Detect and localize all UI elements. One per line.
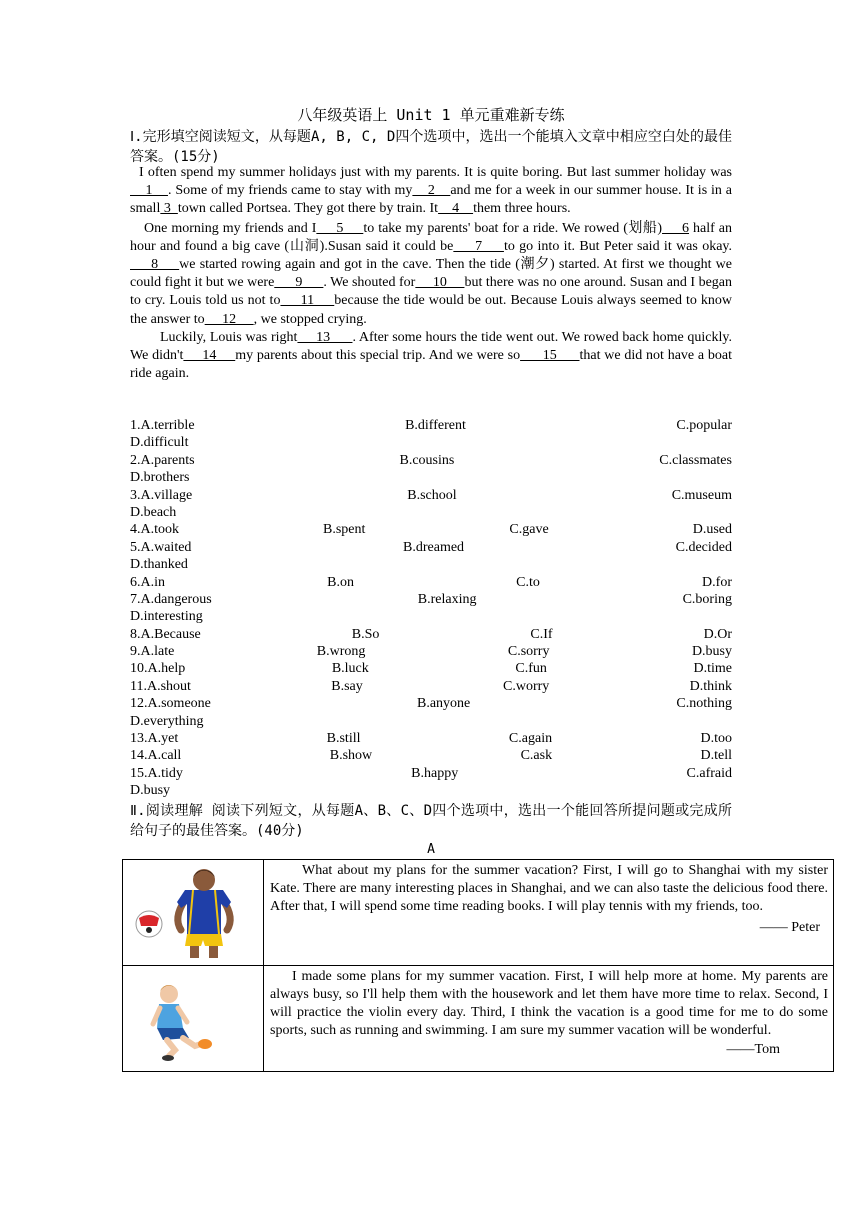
option-d-line [130,434,732,451]
option-b: B.show [329,748,373,764]
option-c: C.gave [509,522,549,538]
text: but there was no one around. Susan and I began to cry. Louis told us not to [130,275,733,309]
blank-11: 11 [280,293,335,309]
photo-cell [123,860,264,966]
option-a: 10.A.help [130,661,186,677]
option-row [130,539,732,556]
option-b: B.cousins [399,452,455,468]
option-b: B.dreamed [403,539,465,555]
text: to take my parents' boat for a ride. We rowed (划船) [363,220,663,236]
option-d: D.difficult [130,435,189,451]
option-row [130,678,732,695]
boy-with-football-photo [123,860,263,960]
option-d: D.thanked [130,557,188,573]
text: town called Portsea. They got there by train. It [177,201,439,217]
option-row [130,417,732,434]
text: because the tide would be out. Because Louis always seemed to know the answer to [130,293,733,327]
option-c: C.nothing [676,696,732,712]
blank-12: 12 [204,311,254,327]
option-c: C.worry [503,678,550,694]
blank-6: 6 [662,220,690,236]
option-row [130,643,732,660]
option-a: 3.A.village [130,487,193,503]
option-b: B.still [326,731,361,747]
option-row [130,452,732,469]
option-row [130,730,732,747]
passage-paragraph-1 [130,164,732,219]
option-d: D.think [689,678,732,694]
option-a: 7.A.dangerous [130,591,212,607]
blank-9: 9 [274,275,324,291]
option-d-line [130,469,732,486]
option-c: C.fun [515,661,547,677]
option-b: B.say [331,678,363,694]
blank-1: 1 [130,183,168,199]
option-d-line [130,782,732,799]
option-d: D.used [692,522,732,538]
text: we started rowing again and got in the cave. Then the tide (潮夕) started. At first we thought we could fight it but we were [130,257,732,291]
option-b: B.relaxing [417,591,477,607]
option-d: D.tell [700,748,732,764]
option-a: 8.A.Because [130,626,201,642]
option-row [130,660,732,677]
option-d-line [130,504,732,521]
option-a: 4.A.took [130,522,179,538]
table-row [123,860,834,966]
option-b: B.luck [331,661,369,677]
text: half an hour and found a big cave (山洞).Susan said it could be [130,220,732,254]
option-a: 14.A.call [130,748,182,764]
option-row [130,591,732,608]
option-d: D.for [702,574,732,590]
text: them three hours. [473,201,571,217]
text: and me for a week in our summer house. It is in a small [130,183,732,217]
blank-3: 3 [160,201,178,217]
option-a: 6.A.in [130,574,165,590]
option-b: B.wrong [316,644,366,660]
text: that we did not have a boat ride again. [130,348,733,382]
option-a: 9.A.late [130,644,175,660]
option-row [130,574,732,591]
blank-14: 14 [183,348,236,364]
blank-10: 10 [415,275,465,291]
text: Luckily, Louis was right [160,329,298,345]
option-d: D.too [700,731,732,747]
option-row [130,765,732,782]
option-a: 11.A.shout [130,678,191,694]
reading-table [122,859,834,1072]
option-c: C.afraid [686,765,732,781]
option-d: D.busy [691,644,732,660]
option-b: B.anyone [417,696,471,712]
option-row [130,487,732,504]
blank-15: 15 [520,348,580,364]
photo-cell [123,966,264,1072]
answer-options [130,417,732,800]
option-d: D.beach [130,504,177,520]
option-a: 2.A.parents [130,452,195,468]
blank-8: 8 [130,257,180,273]
text: my parents about this special trip. And we were so [235,348,521,364]
section1-heading: Ⅰ.完形填空阅读短文，从每题A, B, C, D四个选项中，选出一个能填入文章中相应空白处的最佳答案。(15分) [130,129,732,165]
option-d-line [130,713,732,730]
option-row [130,695,732,712]
peter-signature: —— Peter [759,920,820,935]
tom-signature: ——Tom [726,1042,780,1057]
tom-paragraph: I made some plans for my summer vacation. First, I will help more at home. My parents are always busy, so I'll help them with the housework and let them have more time to relax. Second, I will practice the violin every day. Third, I think the vacation is a good time for me to do some sports, such as running and swimming. I am sure my summer vacation will be wonderful. [270,969,828,1038]
boy-sitting-photo [123,966,263,1066]
option-d: D.interesting [130,609,203,625]
tom-text-cell [264,966,834,1072]
option-b: B.on [327,574,354,590]
option-a: 12.A.someone [130,696,211,712]
option-c: C.decided [675,539,732,555]
text: I often spend my summer holidays just with my parents. It is quite boring. But last summer holiday was [139,165,732,180]
option-row [130,747,732,764]
document-title: 八年级英语上 Unit 1 单元重难新专练 [297,106,565,124]
table-row [123,966,834,1072]
peter-text-cell [264,860,834,966]
option-a: 15.A.tidy [130,765,183,781]
option-c: C.museum [671,487,732,503]
option-d-line [130,556,732,573]
option-b: B.different [405,418,466,433]
option-c: C.If [530,626,553,642]
option-c: C.sorry [507,644,550,660]
text: , we stopped crying. [253,311,367,327]
blank-13: 13 [297,329,353,345]
text: . After some hours the tide went out. We rowed back home quickly. We didn't [130,329,732,364]
passage-paragraph-3 [130,329,732,384]
option-c: C.boring [682,591,732,607]
option-c: C.ask [520,748,553,764]
option-c: C.to [516,574,540,590]
option-b: B.spent [323,522,366,538]
blank-4: 4 [438,201,474,217]
option-d: D.brothers [130,470,190,486]
option-c: C.again [508,731,553,747]
option-b: B.happy [411,765,459,781]
peter-paragraph: What about my plans for the summer vacation? First, I will go to Shanghai with my sister Kate. There are many interesting places in Shanghai, and we can also taste the delicious food there. After that, I will spend some time reading books. I will play tennis with my friends, too. [270,863,828,914]
option-b: B.So [351,626,380,642]
option-d: D.Or [703,626,732,642]
option-row [130,521,732,538]
blank-2: 2 [412,183,451,199]
text: One morning my friends and I [144,220,317,236]
text: . We shouted for [323,275,416,291]
blank-5: 5 [316,220,364,236]
option-a: 13.A.yet [130,731,179,747]
text: . Some of my friends came to stay with my [167,183,413,199]
option-a: 5.A.waited [130,539,192,555]
option-d: D.everything [130,713,204,729]
passage-label: A [427,842,435,857]
blank-7: 7 [453,238,504,254]
option-a: 1.A.terrible [130,418,195,433]
passage-paragraph-2 [130,220,732,329]
cloze-passage [130,164,732,383]
option-b: B.school [407,487,457,503]
option-d: D.time [693,661,732,677]
option-row [130,626,732,643]
option-c: C.popular [676,418,732,433]
option-d-line [130,608,732,625]
option-d: D.busy [130,783,171,799]
section2-heading: Ⅱ.阅读理解 阅读下列短文，从每题A、B、C、D四个选项中，选出一个能回答所提问题或完成所给句子的最佳答案。(40分) [130,803,732,839]
option-c: C.classmates [659,452,732,468]
text: to go into it. But Peter said it was okay. [503,238,732,254]
